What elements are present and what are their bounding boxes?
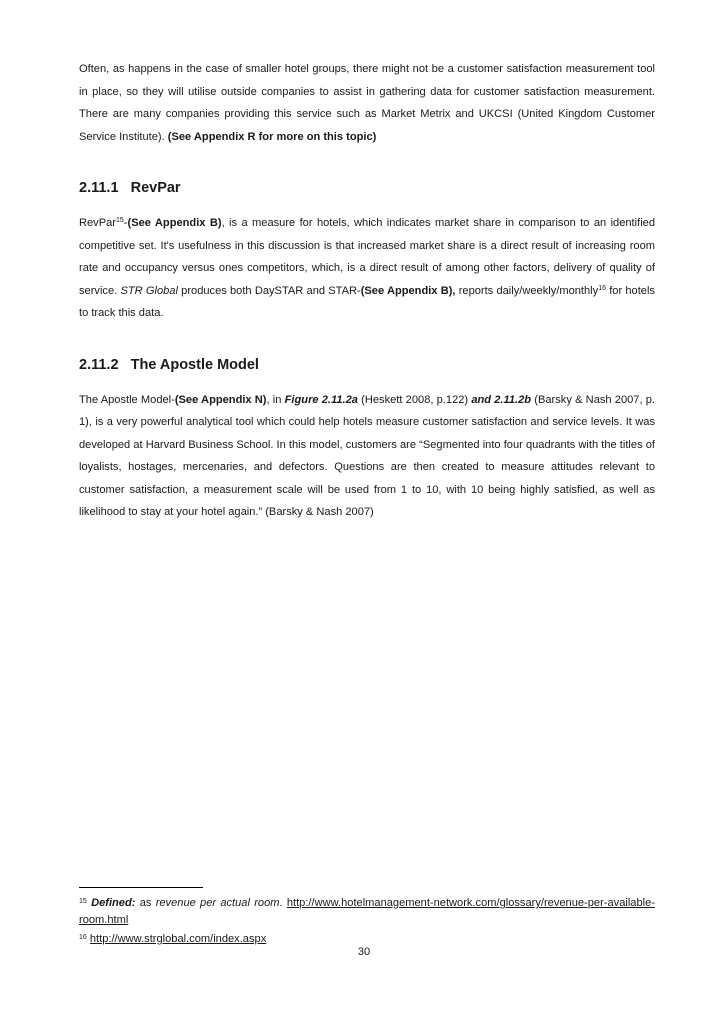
apostle-paragraph [79,389,655,524]
footnote-marker-15[interactable]: 15 [116,217,124,224]
intro-paragraph [79,58,655,148]
footnote-15-mark: 15 [79,898,87,905]
appendix-b-reference-2: (See Appendix B), [360,284,456,297]
footnote-15-label: Defined: [91,897,136,909]
footnote-divider [79,887,203,888]
footnote-15-link[interactable]: http://www.hotelmanagement-network.com/glossary/revenue-per-available-room.html [79,897,655,926]
apostle-text-3: (Barsky & Nash 2007, p. 1), is a very powerful analytical tool which could help hotels measure customer satisfaction and service levels. It was developed at Harvard Business School. In this model, customers are “Segmented into four quadrants with the titles of loyalists, hostages, mercenaries, and defectors. Questions are then created to measure attitudes relevant to customer satisfaction, a measurement scale will be used from 1 to 10, with 10 being highly satisfied, as well as likelihood to stay at your hotel again.” (Barsky & Nash 2007) [79,393,656,518]
revpar-text-4: for hotels to track this data. [79,284,655,319]
revpar-term: RevPar [79,217,116,229]
appendix-n-reference: (See Appendix N) [174,393,267,406]
footnote-16-link[interactable]: http://www.strglobal.com/index.aspx [89,933,267,945]
appendix-r-reference: (See Appendix R for more on this topic) [167,130,377,143]
footnote-16-mark: 16 [79,934,87,941]
page-body [79,58,655,524]
str-global-name: STR Global [120,284,178,297]
revpar-text-2: produces both DaySTAR and STAR- [181,284,361,297]
section-heading-apostle-model: 2.11.2 The Apostle Model [79,356,259,373]
apostle-text: The Apostle Model- [79,393,175,406]
figure-2-11-2b-reference: and 2.11.2b [471,393,532,406]
appendix-b-reference: (See Appendix B) [127,217,222,229]
revpar-dash: - [123,217,128,229]
footnote-15-period: . [279,897,283,909]
section-heading-revpar: 2.11.1 RevPar [79,180,181,196]
footnote-15 [79,895,655,929]
intro-text: Often, as happens in the case of smaller hotel groups, there might not be a customer satisfaction measurement tool in place, so they will utilise outside companies to assist in gathering data for customer satisfaction measurement. There are many companies providing this service such as Market Metrix and UKCSI (United Kingdom Customer Service Institute). [79,63,655,143]
revpar-paragraph [79,212,655,325]
page-number: 30 [357,946,371,958]
figure-2-11-2a-reference: Figure 2.11.2a [284,393,358,406]
footnote-marker-16[interactable]: 16 [598,284,606,292]
footnote-15-text: as [139,897,152,909]
apostle-citation: (Heskett 2008, p.122) [361,393,469,406]
revpar-text-3: reports daily/weekly/monthly [458,284,599,297]
footnote-15-definition: revenue per actual room [155,897,280,909]
apostle-text-2: , in [266,393,282,406]
revpar-text: , is a measure for hotels, which indicates market share in comparison to an identified competitive set. It's usefulness in this discussion is that increased market share is a direct result of increasing room rate and occupancy versus ones competitors, which, is a direct result of among other factors, delivery of quality of service. [79,217,655,297]
